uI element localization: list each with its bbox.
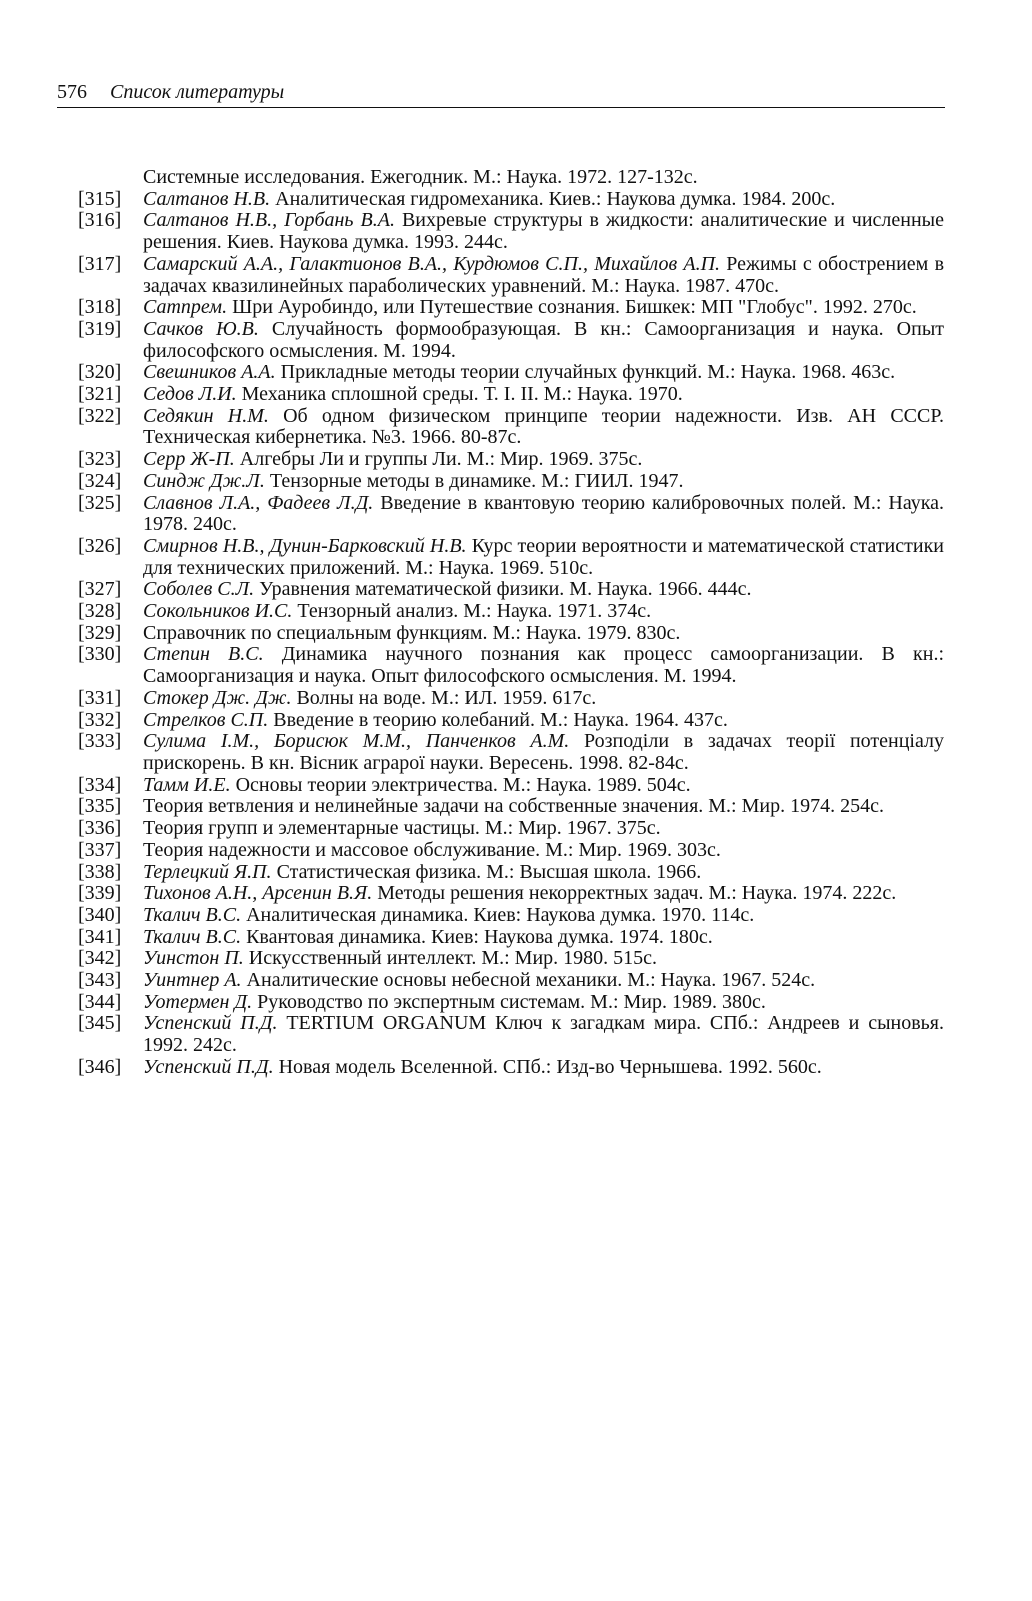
reference-text: Статистическая физика. М.: Высшая школа. 1966. [276, 860, 702, 883]
reference-text: Аналитическая гидромеханика. Киев.: Наукова думка. 1984. 200с. [275, 187, 836, 210]
reference-continuation: Системные исследования. Ежегодник. М.: Наука. 1972. 127-132с. [143, 166, 698, 188]
reference-text: Режимы с обострением в задачах квазилинейных параболических уравнений. М.: Наука. 1987. 470с. [143, 252, 945, 297]
reference-item [78, 449, 944, 471]
reference-author: Салтанов Н.В. [143, 187, 271, 210]
reference-item [78, 536, 944, 579]
reference-text: Введение в теорию колебаний. М.: Наука. 1964. 437с. [273, 708, 728, 731]
reference-author: Серр Ж-П. [143, 448, 235, 471]
reference-body [143, 644, 944, 687]
reference-body [143, 731, 944, 774]
reference-body [143, 601, 944, 623]
reference-item [78, 970, 944, 992]
reference-body [143, 189, 944, 211]
reference-item [78, 818, 944, 840]
reference-body [143, 579, 944, 601]
reference-author: Тихонов А.Н., Арсенин В.Я. [143, 882, 373, 905]
reference-number: [344] [78, 990, 122, 1013]
reference-text: Уравнения математической физики. М. Наука. 1966. 444с. [259, 578, 752, 601]
reference-number: [324] [78, 469, 122, 492]
reference-number: [319] [78, 317, 122, 340]
reference-item [78, 731, 944, 774]
reference-body [143, 970, 944, 992]
reference-author: Сачков Ю.В. [143, 317, 259, 340]
reference-text: Шри Ауробиндо, или Путешествие сознания. Бишкек: МП "Глобус". 1992. 270с. [232, 296, 917, 319]
reference-body [143, 992, 944, 1014]
reference-author: Седякин Н.М. [143, 404, 269, 427]
reference-author: Успенский П.Д. [143, 1055, 274, 1078]
reference-author: Успенский П.Д. [143, 1012, 278, 1035]
reference-text: TERTIUM ORGANUM Ключ к загадкам мира. СПб.: Андреев и сыновья. 1992. 242с. [143, 1012, 944, 1057]
reference-number: [345] [78, 1012, 122, 1035]
reference-text: Квантовая динамика. Киев: Наукова думка. 1974. 180с. [246, 925, 713, 948]
reference-author: Самарский А.А., Галактионов В.А., Курдюмов С.П., Михайлов А.П. [143, 252, 721, 275]
reference-text: Новая модель Вселенной. СПб.: Изд-во Чернышева. 1992. 560с. [278, 1055, 822, 1078]
reference-author: Смирнов Н.В., Дунин-Барковский Н.В. [143, 534, 467, 557]
reference-number: [320] [78, 361, 122, 384]
reference-text: Теория ветвления и нелинейные задачи на собственные значения. М.: Мир. 1974. 254с. [143, 795, 884, 818]
reference-item [78, 579, 944, 601]
reference-number: [335] [78, 795, 122, 818]
reference-number: [343] [78, 969, 122, 992]
reference-body [143, 210, 944, 253]
reference-number: [342] [78, 947, 122, 970]
reference-item [78, 362, 944, 384]
reference-text: Случайность формообразующая. В кн.: Самоорганизация и наука. Опыт философского осмысления. М. 1994. [143, 317, 944, 362]
reference-item [78, 927, 944, 949]
reference-number: [336] [78, 817, 122, 840]
reference-author: Сокольников И.С. [143, 600, 293, 623]
reference-body [143, 883, 944, 905]
reference-author: Уотермен Д. [143, 990, 253, 1013]
reference-body [143, 254, 944, 297]
reference-body [143, 688, 944, 710]
reference-item [78, 384, 944, 406]
running-title: Список литературы [110, 81, 285, 103]
reference-item [78, 493, 944, 536]
reference-text: Методы решения некорректных задач. М.: Наука. 1974. 222с. [377, 882, 897, 905]
reference-author: Седов Л.И. [143, 383, 237, 406]
reference-author: Ткалич В.С. [143, 925, 242, 948]
reference-item [78, 862, 944, 884]
reference-text: Алгебры Ли и группы Ли. М.: Мир. 1969. 375с. [239, 448, 643, 471]
reference-body [143, 862, 944, 884]
reference-author: Стрелков С.П. [143, 708, 269, 731]
reference-item [78, 601, 944, 623]
reference-text: Курс теории вероятности и математической статистики для технических приложений. М.: Наука. 1969. 510с. [143, 534, 944, 579]
reference-number: [331] [78, 686, 122, 709]
reference-body [143, 1013, 944, 1056]
reference-number: [323] [78, 448, 122, 471]
reference-number: [340] [78, 903, 122, 926]
reference-body [143, 927, 944, 949]
reference-author: Синдж Дж.Л. [143, 469, 265, 492]
reference-text: Волны на воде. М.: ИЛ. 1959. 617с. [296, 686, 597, 709]
reference-number: [329] [78, 621, 122, 644]
reference-author: Сулима І.М., Борисюк М.М., Панченков А.М. [143, 730, 570, 753]
reference-text: Прикладные методы теории случайных функций. М.: Наука. 1968. 463с. [280, 361, 896, 384]
reference-author: Уинтнер А. [143, 969, 242, 992]
reference-body [143, 840, 944, 862]
reference-body [143, 948, 944, 970]
reference-number: [339] [78, 882, 122, 905]
reference-number: [317] [78, 252, 122, 275]
reference-author: Терлецкий Я.П. [143, 860, 272, 883]
reference-text: Динамика научного познания как процесс самоорганизации. В кн.: Самоорганизация и наука. Опыт философского осмысления. М. 1994. [143, 643, 945, 688]
page-number: 576 [57, 81, 87, 103]
reference-number: [346] [78, 1055, 122, 1078]
reference-body [143, 796, 944, 818]
reference-author: Стокер Дж. Дж. [143, 686, 292, 709]
reference-text: Теория групп и элементарные частицы. М.: Мир. 1967. 375с. [143, 817, 661, 840]
reference-item [78, 319, 944, 362]
reference-body [143, 449, 944, 471]
header-rule [57, 107, 945, 108]
reference-text: Тензорные методы в динамике. М.: ГИИЛ. 1947. [269, 469, 684, 492]
reference-item [78, 688, 944, 710]
reference-item [78, 471, 944, 493]
reference-author: Свешников А.А. [143, 361, 276, 384]
reference-body [143, 362, 944, 384]
page-header [57, 80, 945, 106]
reference-author: Ткалич В.С. [143, 903, 242, 926]
reference-item [78, 796, 944, 818]
reference-item [78, 1057, 944, 1079]
reference-item [78, 297, 944, 319]
reference-text: Розподіли в задачах теорії потенціалу прискорень. В кн. Вісник аграрої науки. Вересень. 1998. 82-84с. [143, 730, 945, 774]
reference-number: [332] [78, 708, 122, 731]
reference-text: Об одном физическом принципе теории надежности. Изв. АН СССР. Техническая кибернетика. №3. 1966. 80-87с. [143, 404, 944, 449]
reference-number: [322] [78, 404, 122, 427]
reference-body [143, 471, 944, 493]
reference-body [143, 775, 944, 797]
reference-number: [326] [78, 534, 122, 557]
reference-items [78, 189, 944, 1079]
reference-body [143, 384, 944, 406]
reference-number: [328] [78, 600, 122, 623]
reference-number: [334] [78, 773, 122, 796]
reference-author: Салтанов Н.В., Горбань В.А. [143, 209, 395, 232]
reference-body [143, 623, 944, 645]
reference-item [78, 1013, 944, 1056]
reference-body [143, 905, 944, 927]
reference-text: Теория надежности и массовое обслуживание. М.: Мир. 1969. 303с. [143, 838, 721, 861]
reference-body [143, 818, 944, 840]
reference-item [78, 623, 944, 645]
reference-number: [338] [78, 860, 122, 883]
reference-text: Руководство по экспертным системам. М.: Мир. 1989. 380с. [257, 990, 766, 1013]
reference-item [78, 254, 944, 297]
reference-text: Механика сплошной среды. Т. I. II. М.: Наука. 1970. [241, 383, 683, 406]
reference-author: Уинстон П. [143, 947, 244, 970]
reference-body [143, 319, 944, 362]
reference-text: Аналитическая динамика. Киев: Наукова думка. 1970. 114с. [246, 903, 755, 926]
reference-number: [315] [78, 187, 122, 210]
reference-text: Вихревые структуры в жидкости: аналитические и численные решения. Киев. Наукова думка. 1993. 244с. [143, 209, 944, 254]
reference-item [78, 992, 944, 1014]
reference-item [78, 710, 944, 732]
reference-item [78, 406, 944, 449]
reference-text: Введение в квантовую теорию калибровочных полей. М.: Наука. 1978. 240с. [143, 491, 944, 536]
reference-item [78, 644, 944, 687]
reference-body [143, 710, 944, 732]
reference-author: Славнов Л.А., Фадеев Л.Д. [143, 491, 374, 514]
reference-text: Тензорный анализ. М.: Наука. 1971. 374с. [297, 600, 652, 623]
reference-number: [337] [78, 838, 122, 861]
reference-number: [341] [78, 925, 122, 948]
reference-number: [325] [78, 491, 122, 514]
reference-body [143, 406, 944, 449]
reference-item [78, 210, 944, 253]
reference-number: [318] [78, 296, 122, 319]
reference-body [143, 493, 944, 536]
reference-body [143, 297, 944, 319]
reference-author: Тамм И.Е. [143, 773, 231, 796]
reference-item [78, 775, 944, 797]
reference-text: Справочник по специальным функциям. М.: Наука. 1979. 830с. [143, 621, 681, 644]
reference-author: Сатпрем. [143, 296, 228, 319]
reference-number: [330] [78, 643, 122, 666]
reference-author: Степин В.С. [143, 643, 264, 666]
reference-number: [316] [78, 209, 122, 232]
reference-item [78, 189, 944, 211]
reference-item [78, 883, 944, 905]
reference-body [143, 1057, 944, 1079]
reference-number: [327] [78, 578, 122, 601]
reference-item [78, 840, 944, 862]
reference-list [78, 167, 944, 1079]
reference-item [78, 948, 944, 970]
reference-text: Аналитические основы небесной механики. М.: Наука. 1967. 524с. [246, 969, 816, 992]
reference-text: Искусственный интеллект. М.: Мир. 1980. 515с. [248, 947, 658, 970]
reference-text: Основы теории электричества. М.: Наука. 1989. 504с. [235, 773, 691, 796]
reference-number: [333] [78, 730, 122, 753]
reference-item [78, 905, 944, 927]
reference-number: [321] [78, 383, 122, 406]
reference-author: Соболев С.Л. [143, 578, 255, 601]
reference-body [143, 536, 944, 579]
